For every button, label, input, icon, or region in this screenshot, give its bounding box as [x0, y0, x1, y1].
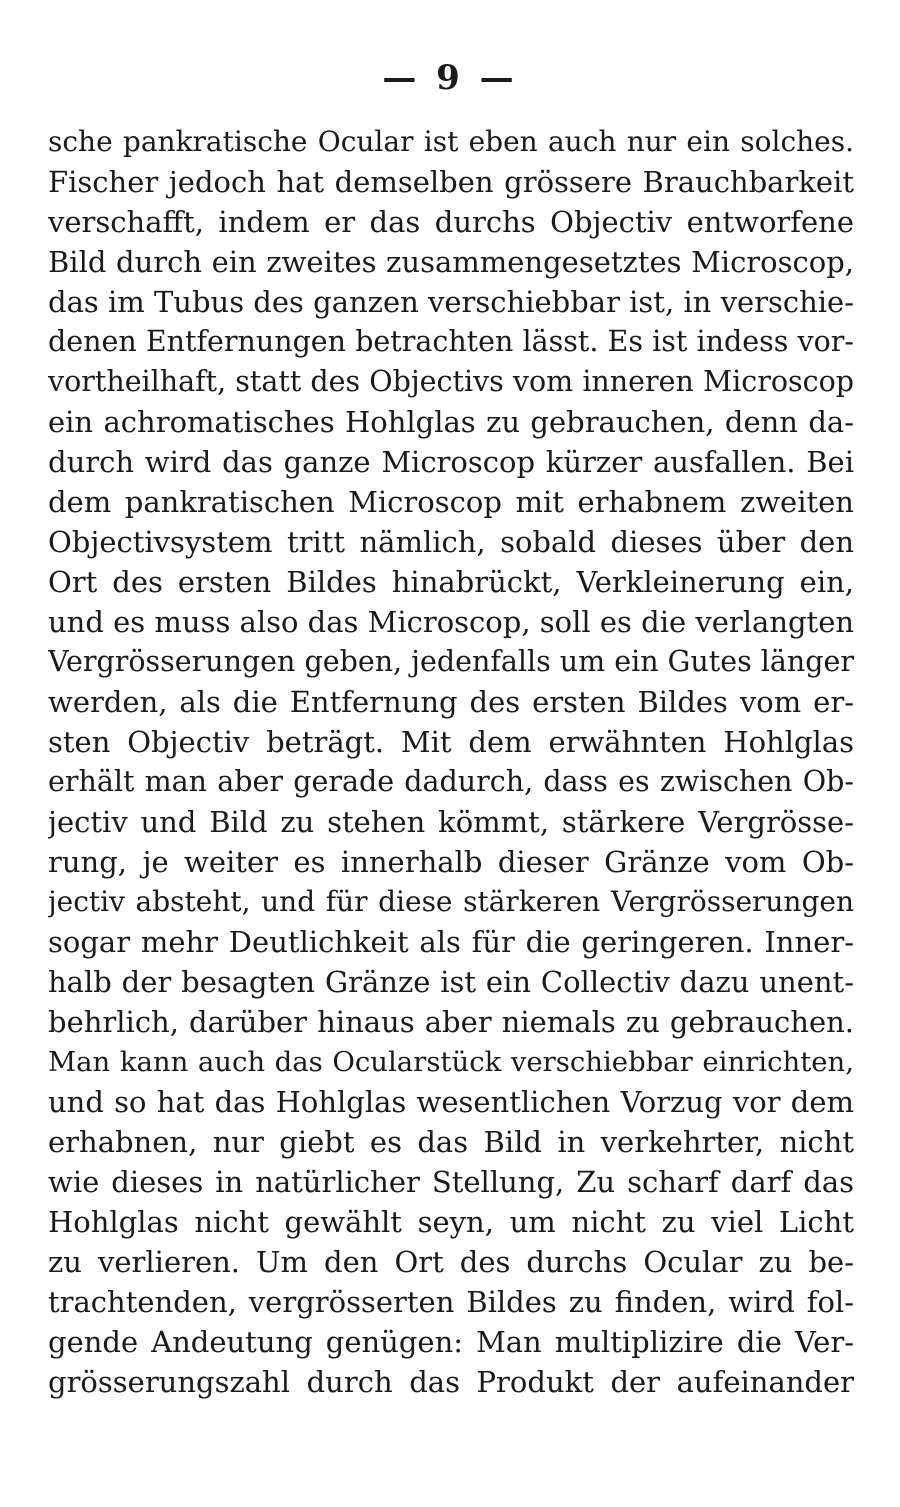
page-number: — 9 —: [382, 58, 518, 98]
text-line: ein achromatisches Hohlglas zu gebrauchen, denn da-: [48, 405, 854, 439]
body-text: [48, 122, 854, 1402]
text-line: sche pankratische Ocular ist eben auch nur ein solches.: [48, 125, 854, 158]
text-line: Objectivsystem tritt nämlich, sobald dieses über den: [48, 525, 854, 559]
text-line: zu verlieren. Um den Ort des durchs Ocular zu be-: [48, 1245, 854, 1279]
text-line: werden, als die Entfernung des ersten Bildes vom er-: [48, 685, 854, 719]
text-line: vortheilhaft, statt des Objectivs vom inneren Microscop: [48, 365, 854, 398]
text-line: jectiv und Bild zu stehen kömmt, stärkere Vergrösse-: [48, 805, 854, 839]
text-line: sogar mehr Deutlichkeit als für die geringeren. Inner-: [48, 925, 854, 959]
text-line: durch wird das ganze Microscop kürzer ausfallen. Bei: [48, 445, 854, 479]
text-line: Man kann auch das Ocularstück verschiebbar einrichten,: [48, 1046, 854, 1078]
text-line: behrlich, darüber hinaus aber niemals zu gebrauchen.: [48, 1005, 854, 1039]
text-line: Hohlglas nicht gewählt seyn, um nicht zu viel Licht: [48, 1205, 854, 1239]
text-line: trachtenden, vergrösserten Bildes zu finden, wird fol-: [48, 1285, 854, 1319]
text-line: gende Andeutung genügen: Man multiplizire die Ver-: [48, 1325, 854, 1359]
text-line: grösserungszahl durch das Produkt der aufeinander: [48, 1365, 854, 1399]
text-line: Ort des ersten Bildes hinabrückt, Verkleinerung ein,: [48, 565, 854, 599]
text-line: wie dieses in natürlicher Stellung, Zu scharf darf das: [48, 1165, 854, 1199]
text-line: erhält man aber gerade dadurch, dass es zwischen Ob-: [48, 765, 854, 798]
text-line: Bild durch ein zweites zusammengesetztes Microscop,: [48, 245, 854, 279]
text-line: und so hat das Hohlglas wesentlichen Vorzug vor dem: [48, 1085, 854, 1119]
text-line: denen Entfernungen betrachten lässt. Es ist indess vor-: [48, 325, 854, 358]
text-line: das im Tubus des ganzen verschiebbar ist, in verschie-: [48, 285, 854, 319]
text-line: dem pankratischen Microscop mit erhabnem zweiten: [48, 485, 854, 519]
text-line: rung, je weiter es innerhalb dieser Gränze vom Ob-: [48, 845, 854, 879]
text-line: erhabnen, nur giebt es das Bild in verkehrter, nicht: [48, 1125, 854, 1159]
text-line: und es muss also das Microscop, soll es die verlangten: [48, 605, 854, 639]
text-line: jectiv absteht, und für diese stärkeren Vergrösserungen: [48, 885, 854, 918]
text-line: Vergrösserungen geben, jedenfalls um ein Gutes länger: [48, 645, 854, 678]
text-line: sten Objectiv beträgt. Mit dem erwähnten Hohlglas: [48, 725, 854, 759]
text-line: halb der besagten Gränze ist ein Collectiv dazu unent-: [48, 965, 854, 999]
text-line: verschafft, indem er das durchs Objectiv entworfene: [48, 205, 854, 239]
text-line: Fischer jedoch hat demselben grössere Brauchbarkeit: [48, 165, 854, 199]
